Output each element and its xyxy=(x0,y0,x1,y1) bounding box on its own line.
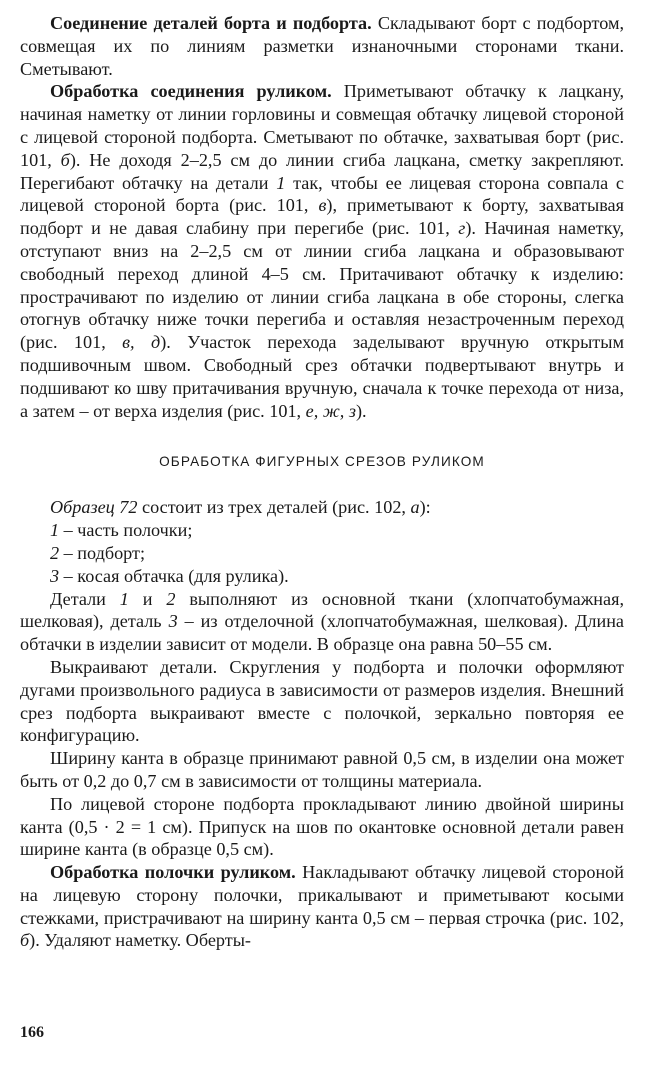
body-text xyxy=(20,12,624,952)
list-item: 1 – часть полочки; xyxy=(50,520,193,541)
paragraph-kant-width: Ширину канта в образце принимают равной 0,5 см, в изделии она может быть от 0,2 до 0,7 см в зависимости от толщины материала. xyxy=(20,748,624,791)
paragraph-sample: Образец 72 состоит из трех деталей (рис. 102, а): xyxy=(50,497,431,518)
page-number: 166 xyxy=(20,1024,44,1041)
paragraph-title: Обработка соединения руликом. xyxy=(50,81,332,102)
paragraph-rulik-joining: Обработка соединения руликом. Приметывают обтачку к лацкану, начиная наметку от линии горловины и совмещая обтачку лицевой стороной с лицевой стороной подборта. Сметывают по обтачке, захватывая борт (рис. 101, б). Не доходя 2–2,5 см до линии сгиба лацкана, сметку закрепляют. Перегибают обтачку на детали 1 так, чтобы ее лицевая сторона совпала с лицевой стороной борта (рис. 101, в), приметывают к борту, захватывая подборт и не давая слабину при перегибе (рис. 101, г). Начиная наметку, отступают вниз на 2–2,5 см от линии сгиба лацкана и образовывают свободный переход длиной 4–5 см. Притачивают обтачку к изделию: прострачивают по изделию от линии сгиба лацкана в обе стороны, слегка отогнув обтачку ниже точки перегиба и оставляя незастроченным переход (рис. 101, в, д). Участок перехода заделывают вручную открытым подшивочным швом. Свободный срез обтачки подвертывают внутрь и подшивают ко шву притачивания вручную, сначала к точке перехода от низа, а затем – от верха изделия (рис. 101, е, ж, з). xyxy=(20,81,625,421)
paragraph-cutting: Выкраивают детали. Скругления у подборта и полочки оформляют дугами произвольного радиуса в зависимости от размеров изделия. Внешний срез подборта выкраивают вместе с полочкой, зеркально повторяя ее конфигурацию. xyxy=(20,656,624,746)
paragraph-double-line: По лицевой стороне подборта прокладывают линию двойной ширины канта (0,5 · 2 = 1 см). Припуск на шов по окантовке основной детали равен ширине канта (в образце 0,5 см). xyxy=(20,793,624,860)
paragraph-title: Соединение деталей борта и подборта. xyxy=(50,13,372,33)
paragraph-front-rulik: Обработка полочки руликом. Накладывают обтачку лицевой стороной на лицевую сторону полочки, прикалывают и приметывают косыми стежками, пристрачивают на ширину канта 0,5 см – первая строчка (рис. 102, б). Удаляют наметку. Оберты- xyxy=(20,862,624,951)
section-heading: ОБРАБОТКА ФИГУРНЫХ СРЕЗОВ РУЛИКОМ xyxy=(159,454,485,470)
list-item: 2 – подборт; xyxy=(50,542,146,563)
paragraph-title: Обработка полочки руликом. xyxy=(50,862,296,883)
list-item: 3 – косая обтачка (для рулика). xyxy=(50,565,289,586)
paragraph-board-joining: Соединение деталей борта и подборта. Складывают борт с подбортом, совмещая их по линиям разметки изнаночными сторонами ткани. Сметывают. xyxy=(20,13,625,79)
paragraph-materials: Детали 1 и 2 выполняют из основной ткани (хлопчатобумажная, шелковая), деталь 3 – из отделочной (хлопчатобумажная, шелковая). Длина обтачки в изделии зависит от модели. В образце она равна 50–55 см. xyxy=(20,588,625,655)
